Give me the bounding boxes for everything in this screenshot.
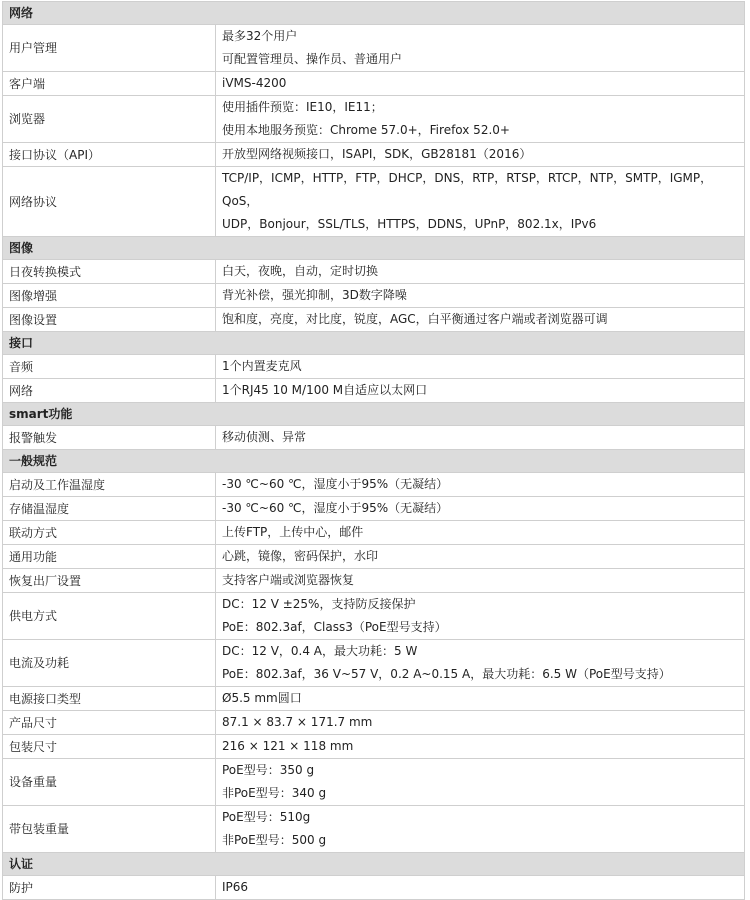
spec-row: [3, 355, 745, 379]
spec-value-line: PoE型号：350 g: [222, 763, 315, 777]
spec-label: 包装尺寸: [3, 735, 216, 759]
spec-value: [216, 497, 745, 521]
spec-label: 浏览器: [3, 96, 216, 143]
spec-value-line: TCP/IP，ICMP，HTTP，FTP，DHCP，DNS，RTP，RTSP，RTCP，NTP，SMTP，IGMP，QoS，: [222, 171, 713, 208]
spec-value: [216, 876, 745, 900]
spec-value-line: 非PoE型号：340 g: [222, 786, 327, 800]
spec-row: [3, 759, 745, 806]
spec-row: [3, 143, 745, 167]
spec-row: [3, 284, 745, 308]
spec-row: [3, 379, 745, 403]
spec-table: [2, 1, 745, 900]
section-title: smart功能: [3, 403, 745, 426]
spec-row: [3, 876, 745, 900]
spec-value-line: UDP，Bonjour，SSL/TLS，HTTPS，DDNS，UPnP，802.1x，IPv6: [222, 217, 597, 231]
spec-value: [216, 759, 745, 806]
spec-value-line: 87.1 × 83.7 × 171.7 mm: [222, 715, 373, 729]
spec-row: [3, 545, 745, 569]
spec-value: [216, 379, 745, 403]
spec-label: 带包装重量: [3, 806, 216, 853]
spec-table-body: [3, 2, 745, 900]
spec-value-line: 216 × 121 × 118 mm: [222, 739, 354, 753]
spec-value: [216, 687, 745, 711]
spec-label: 联动方式: [3, 521, 216, 545]
section-title: 一般规范: [3, 450, 745, 473]
spec-row: [3, 593, 745, 640]
spec-value: [216, 355, 745, 379]
spec-value: [216, 143, 745, 167]
spec-label: 恢复出厂设置: [3, 569, 216, 593]
spec-label: 客户端: [3, 72, 216, 96]
spec-value-line: 心跳，镜像，密码保护，水印: [222, 549, 379, 563]
spec-label: 产品尺寸: [3, 711, 216, 735]
spec-label: 用户管理: [3, 25, 216, 72]
spec-label: 供电方式: [3, 593, 216, 640]
spec-value-line: 可配置管理员、操作员、普通用户: [222, 52, 403, 66]
spec-value-line: 最多32个用户: [222, 29, 298, 43]
spec-row: [3, 96, 745, 143]
spec-value-line: Ø5.5 mm圆口: [222, 691, 302, 705]
section-header-row: [3, 332, 745, 355]
spec-row: [3, 473, 745, 497]
spec-label: 图像设置: [3, 308, 216, 332]
spec-value-line: PoE：802.3af，36 V~57 V，0.2 A~0.15 A，最大功耗：6.5 W（PoE型号支持）: [222, 667, 671, 681]
spec-value: [216, 96, 745, 143]
spec-value: [216, 72, 745, 96]
spec-row: [3, 735, 745, 759]
spec-value-line: DC：12 V，0.4 A，最大功耗：5 W: [222, 644, 418, 658]
spec-value-line: DC：12 V ±25%，支持防反接保护: [222, 597, 416, 611]
spec-row: [3, 521, 745, 545]
spec-value: [216, 426, 745, 450]
spec-row: [3, 167, 745, 237]
spec-label: 音频: [3, 355, 216, 379]
spec-label: 启动及工作温湿度: [3, 473, 216, 497]
spec-value-line: 上传FTP，上传中心，邮件: [222, 525, 364, 539]
spec-label: 网络协议: [3, 167, 216, 237]
spec-value: [216, 569, 745, 593]
spec-label: 电源接口类型: [3, 687, 216, 711]
spec-value-line: -30 ℃~60 ℃，湿度小于95%（无凝结）: [222, 477, 449, 491]
spec-row: [3, 308, 745, 332]
spec-value: [216, 711, 745, 735]
section-header-row: [3, 853, 745, 876]
spec-label: 通用功能: [3, 545, 216, 569]
spec-value: [216, 545, 745, 569]
spec-value-line: 1个内置麦克风: [222, 359, 302, 373]
spec-label: 日夜转换模式: [3, 260, 216, 284]
spec-value-line: -30 ℃~60 ℃，湿度小于95%（无凝结）: [222, 501, 449, 515]
spec-row: [3, 806, 745, 853]
spec-value: [216, 521, 745, 545]
spec-value-line: 开放型网络视频接口，ISAPI，SDK，GB28181（2016）: [222, 147, 532, 161]
spec-value-line: PoE型号：510g: [222, 810, 311, 824]
section-header-row: [3, 2, 745, 25]
spec-row: [3, 497, 745, 521]
spec-value: [216, 640, 745, 687]
spec-label: 电流及功耗: [3, 640, 216, 687]
spec-value: [216, 167, 745, 237]
spec-value-line: 支持客户端或浏览器恢复: [222, 573, 355, 587]
spec-value-line: 背光补偿，强光抑制，3D数字降噪: [222, 288, 407, 302]
spec-value: [216, 308, 745, 332]
spec-row: [3, 426, 745, 450]
section-header-row: [3, 237, 745, 260]
spec-value-line: iVMS-4200: [222, 76, 287, 90]
spec-label: 网络: [3, 379, 216, 403]
spec-value: [216, 806, 745, 853]
spec-value-line: 饱和度，亮度，对比度，锐度，AGC，白平衡通过客户端或者浏览器可调: [222, 312, 608, 326]
spec-value: [216, 473, 745, 497]
section-title: 认证: [3, 853, 745, 876]
section-title: 接口: [3, 332, 745, 355]
spec-value-line: 移动侦测、异常: [222, 430, 307, 444]
spec-value-line: 1个RJ45 10 M/100 M自适应以太网口: [222, 383, 428, 397]
spec-value-line: 非PoE型号：500 g: [222, 833, 327, 847]
spec-row: [3, 569, 745, 593]
spec-value: [216, 593, 745, 640]
spec-label: 存储温湿度: [3, 497, 216, 521]
spec-value-line: 使用本地服务预览：Chrome 57.0+，Firefox 52.0+: [222, 123, 510, 137]
spec-value-line: 使用插件预览：IE10，IE11；: [222, 100, 383, 114]
section-header-row: [3, 450, 745, 473]
spec-row: [3, 72, 745, 96]
spec-label: 报警触发: [3, 426, 216, 450]
spec-value: [216, 260, 745, 284]
spec-value: [216, 735, 745, 759]
section-title: 图像: [3, 237, 745, 260]
spec-row: [3, 640, 745, 687]
section-header-row: [3, 403, 745, 426]
spec-label: 图像增强: [3, 284, 216, 308]
spec-row: [3, 260, 745, 284]
section-title: 网络: [3, 2, 745, 25]
spec-row: [3, 687, 745, 711]
spec-row: [3, 711, 745, 735]
spec-label: 防护: [3, 876, 216, 900]
spec-value-line: PoE：802.3af，Class3（PoE型号支持）: [222, 620, 447, 634]
spec-label: 接口协议（API）: [3, 143, 216, 167]
spec-value-line: IP66: [222, 880, 249, 894]
spec-value: [216, 284, 745, 308]
spec-value-line: 白天，夜晚，自动，定时切换: [222, 264, 379, 278]
spec-row: [3, 25, 745, 72]
spec-value: [216, 25, 745, 72]
spec-label: 设备重量: [3, 759, 216, 806]
